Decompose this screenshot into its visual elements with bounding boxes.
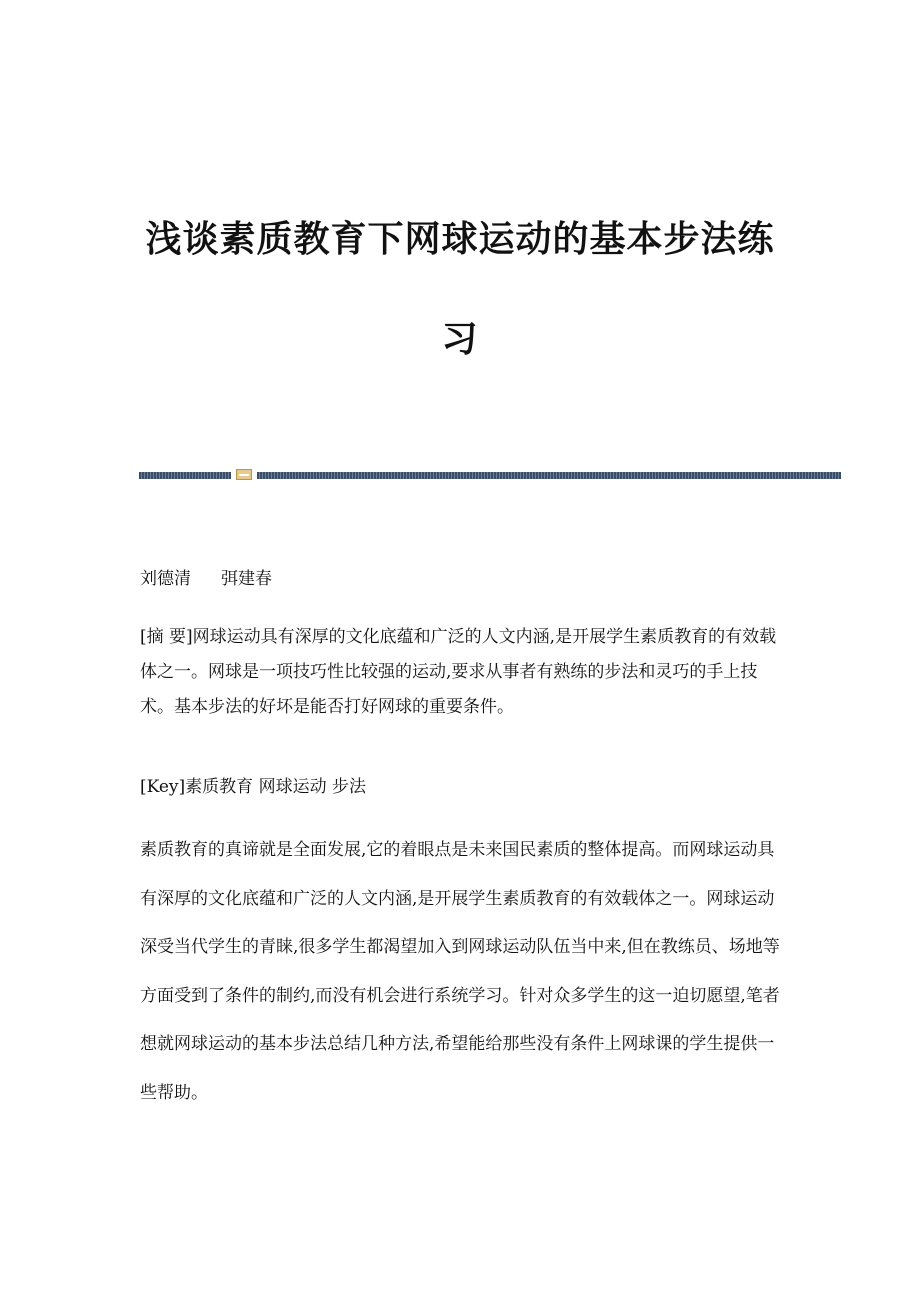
keywords [140,774,780,800]
abstract-label: [摘 要] [140,627,193,647]
abstract [140,620,780,725]
keywords-text: 素质教育 网球运动 步法 [185,777,366,797]
title-divider [139,469,841,481]
divider-bar-left [139,472,231,479]
body-paragraph: 素质教育的真谛就是全面发展,它的着眼点是未来国民素质的整体提高。而网球运动具有深厚的文化底蕴和广泛的人文内涵,是开展学生素质教育的有效载体之一。网球运动深受当代学生的青睐,很多学生都渴望加入到网球运动队伍当中来,但在教练员、场地等方面受到了条件的制约,而没有机会进行系统学习。针对众多学生的这一迫切愿望,笔者想就网球运动的基本步法总结几种方法,希望能给那些没有条件上网球课的学生提供一些帮助。 [140,840,780,1103]
document-title-line-1: 浅谈素质教育下网球运动的基本步法练 [145,219,775,260]
author-name: 弭建春 [221,569,272,589]
divider-bar-right [257,472,841,479]
keywords-label: [Key] [140,777,186,797]
authors [140,566,780,592]
author-name: 刘德清 [140,569,191,589]
abstract-text: 网球运动具有深厚的文化底蕴和广泛的人文内涵,是开展学生素质教育的有效载体之一。网球是一项技巧性比较强的运动,要求从事者有熟练的步法和灵巧的手上技术。基本步法的好坏是能否打好网球的重要条件。 [140,627,777,717]
divider-ornament-icon [236,469,252,480]
document-title-line-2: 习 [441,319,479,360]
